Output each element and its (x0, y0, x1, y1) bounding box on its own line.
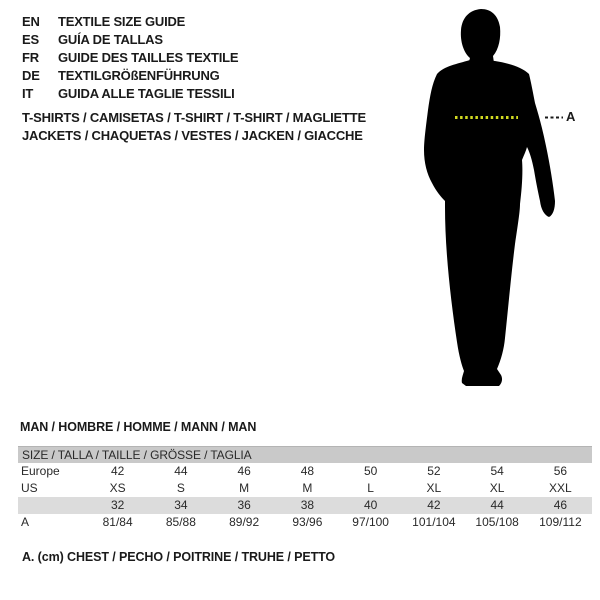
size-table-header: SIZE / TALLA / TAILLE / GRÖSSE / TAGLIA (18, 446, 592, 463)
size-cell: 38 (300, 498, 315, 512)
size-cell: M (302, 481, 313, 495)
language-label: GUÍA DE TALLAS (58, 32, 163, 47)
size-cell: 46 (553, 498, 568, 512)
size-cell: 46 (237, 464, 251, 478)
size-cell: 109/112 (539, 515, 582, 529)
table-row-europe (18, 463, 592, 480)
size-cell: XL (489, 481, 505, 495)
size-cell: 89/92 (229, 515, 260, 529)
language-label: TEXTILE SIZE GUIDE (58, 14, 186, 29)
language-code: IT (22, 86, 34, 101)
size-cell: 105/108 (475, 515, 519, 529)
size-cell: 36 (237, 498, 251, 512)
size-cell: XL (426, 481, 442, 495)
size-cell: 97/100 (352, 515, 389, 529)
section-heading-man: MAN / HOMBRE / HOMME / MANN / MAN (20, 420, 257, 434)
footnote-chest: A. (cm) CHEST / PECHO / POITRINE / TRUHE / PETTO (22, 550, 336, 564)
size-cell: S (176, 481, 185, 495)
language-label: GUIDE DES TAILLES TEXTILE (58, 50, 239, 65)
row-label: US (21, 481, 38, 495)
size-cell: 40 (363, 498, 378, 512)
size-cell: L (367, 481, 374, 495)
row-label: Europe (21, 464, 60, 478)
size-cell: 52 (427, 464, 441, 478)
language-code: FR (22, 50, 39, 65)
measurement-label-a: A (566, 109, 576, 124)
size-cell: 42 (427, 498, 441, 512)
row-label: A (21, 515, 30, 529)
size-cell: 44 (490, 498, 504, 512)
table-row-chest-a (18, 514, 592, 531)
silhouette-body (424, 60, 555, 386)
row-label (18, 497, 86, 514)
silhouette-head (461, 9, 500, 67)
language-label: TEXTILGRÖßENFÜHRUNG (58, 68, 220, 83)
category-tshirts: T-SHIRTS / CAMISETAS / T-SHIRT / T-SHIRT / MAGLIETTE (22, 110, 366, 125)
language-code: ES (22, 32, 39, 47)
size-cell: 54 (490, 464, 504, 478)
size-cell: 81/84 (102, 515, 133, 529)
size-cell: 50 (363, 464, 378, 478)
table-row-us (18, 480, 592, 497)
size-cell: M (239, 481, 250, 495)
language-code: EN (22, 14, 40, 29)
category-jackets: JACKETS / CHAQUETAS / VESTES / JACKEN / GIACCHE (22, 128, 363, 143)
size-cell: XS (109, 481, 126, 495)
size-cell: 42 (110, 464, 125, 478)
size-cell: 44 (174, 464, 188, 478)
size-cell: XXL (549, 481, 572, 495)
language-code: DE (22, 68, 40, 83)
size-cell: 93/96 (292, 515, 323, 529)
size-cell: 32 (110, 498, 125, 512)
language-label: GUIDA ALLE TAGLIE TESSILI (58, 86, 235, 101)
size-cell: 34 (174, 498, 188, 512)
size-cell: 101/104 (412, 515, 456, 529)
table-row-us-numeric (18, 497, 592, 514)
size-cell: 48 (300, 464, 315, 478)
size-table (18, 446, 592, 531)
size-cell: 56 (553, 464, 568, 478)
size-cell: 85/88 (165, 515, 196, 529)
